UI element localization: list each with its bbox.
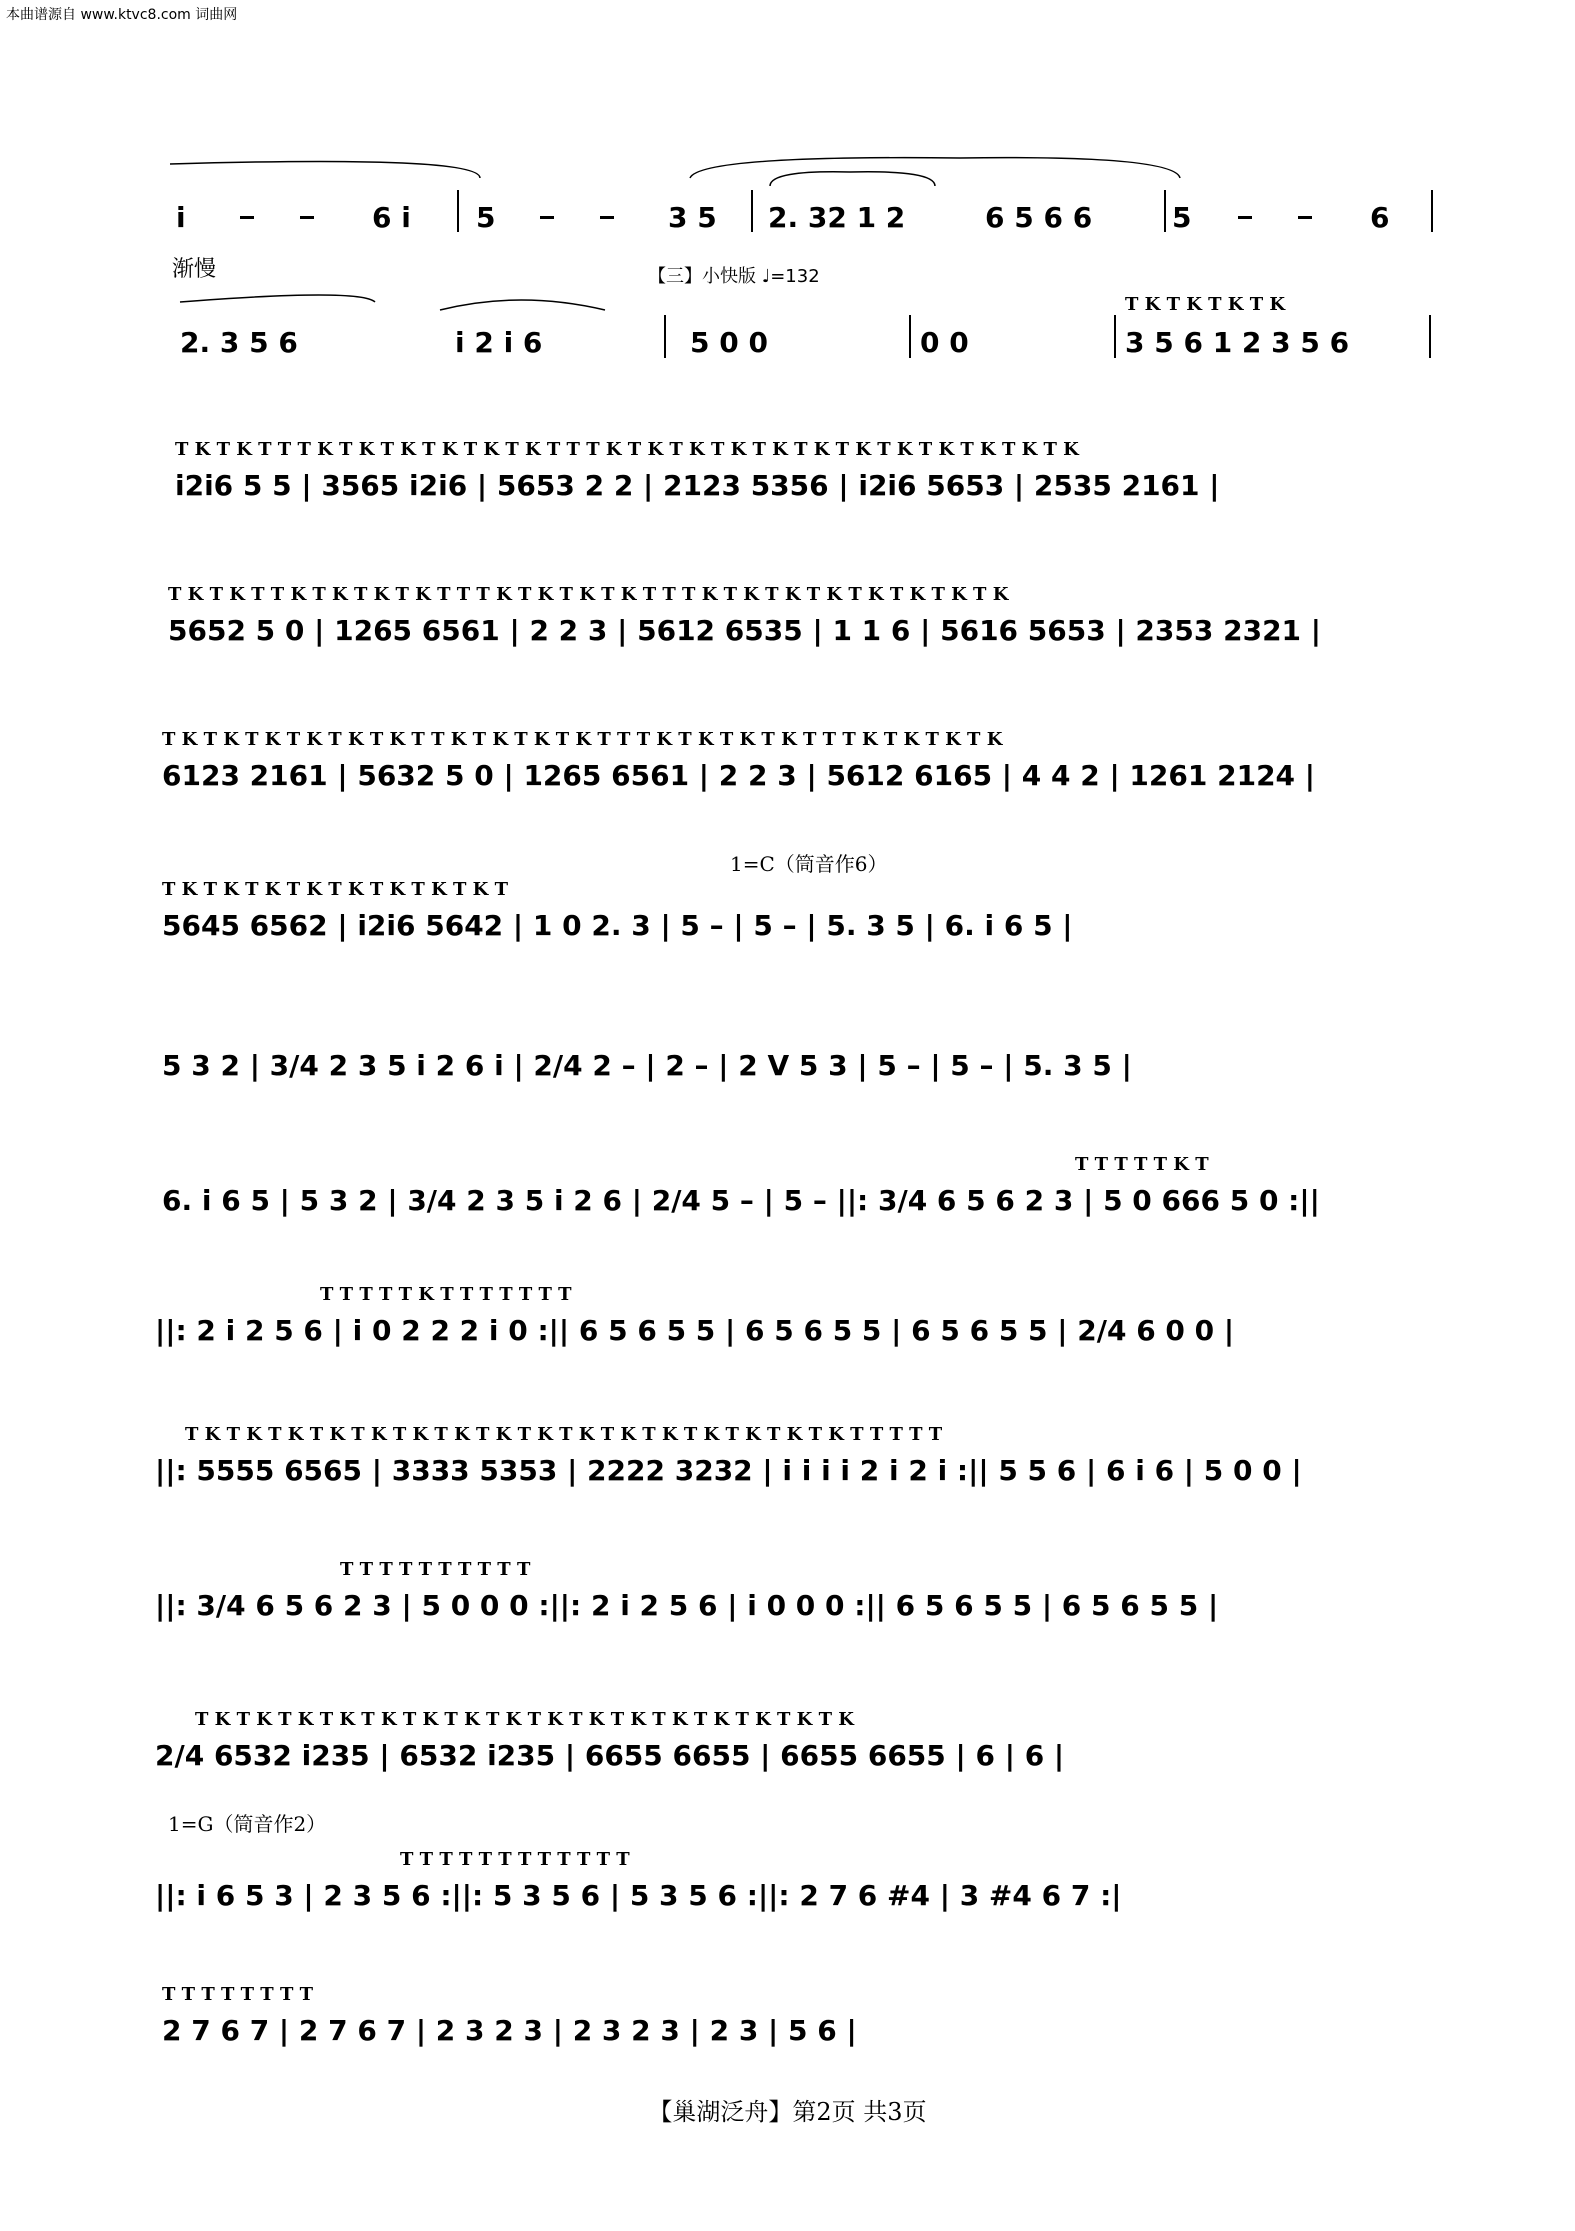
staff-line-11 xyxy=(0,1560,1575,1660)
staff-line-9-svg xyxy=(0,1285,1575,1385)
svg-text:T K T K T K T K T K T K T K: T K T K T K T K T K T K T K T K T K T K T K T K T K T K T K T K xyxy=(195,1709,854,1730)
slur xyxy=(170,161,480,178)
key-change-2: 1=G（筒音作2） xyxy=(168,1812,327,1836)
staff-line-3-svg xyxy=(0,440,1575,540)
staff-line-14 xyxy=(0,1985,1575,2085)
svg-text:2. 32 1 2: 2. 32 1 2 xyxy=(768,201,906,234)
svg-text:3 5 6 1 2 3 5 6: 3 5 6 1 2 3 5 6 xyxy=(1125,326,1350,359)
staff-line-4-svg xyxy=(0,585,1575,685)
svg-text:||: 5555 6565 | 3333 5353 |: ||: 5555 6565 | 3333 5353 | 2222 3232 | i i i i 2 i 2 i :|| 5 5 6 | 6 i 6 | 5 0 0 | xyxy=(155,1454,1302,1487)
staff-line-11-svg xyxy=(0,1560,1575,1660)
svg-text:5: 5 xyxy=(476,201,496,234)
svg-text:2/4 6532 i235 | 6532 i235 |: 2/4 6532 i235 | 6532 i235 | 6655 6655 | 6655 6655 | 6 | 6 | xyxy=(155,1739,1065,1772)
staff-line-10 xyxy=(0,1425,1575,1525)
staff-line-8 xyxy=(0,1155,1575,1255)
svg-text:T K T K T K T K: T K T K T K T K xyxy=(1125,294,1286,315)
svg-text:6: 6 xyxy=(1370,201,1390,234)
section-marking: 【三】小快版 ♩=132 xyxy=(648,266,820,287)
svg-text:T T T T T K T: T T T T T K T xyxy=(1075,1154,1209,1175)
key-change-1: 1=C（筒音作6） xyxy=(730,852,888,876)
staff-line-1-svg xyxy=(0,150,1575,240)
svg-text:||: 3/4 6 5 6 2 3 | 5 0 0: ||: 3/4 6 5 6 2 3 | 5 0 0 0 :||: 2 i 2 5 6 | i 0 0 0 :|| 6 5 6 5 5 | 6 5 6 5 5 | xyxy=(155,1589,1219,1622)
staff-line-6-svg xyxy=(0,880,1575,980)
staff-line-13-svg xyxy=(0,1850,1575,1950)
staff-line-5 xyxy=(0,730,1575,830)
staff-line-12-svg xyxy=(0,1710,1575,1810)
svg-text:5: 5 xyxy=(1172,201,1192,234)
source-header: 本曲谱源自 www.ktvc8.com 词曲网 xyxy=(6,7,238,23)
svg-text:5645 6562 | i2i6 5642 | 1 0: 5645 6562 | i2i6 5642 | 1 0 2. 3 | 5 – | 5 – | 5. 3 5 | 6. i 6 5 | xyxy=(162,909,1073,942)
svg-text:2 7 6 7 | 2 7 6 7 | 2 3 2 3: 2 7 6 7 | 2 7 6 7 | 2 3 2 3 | 2 3 2 3 | 2 3 | 5 6 | xyxy=(162,2014,857,2047)
staff-line-12 xyxy=(0,1710,1575,1810)
svg-text:6 5 6 6: 6 5 6 6 xyxy=(985,201,1093,234)
svg-text:6 i: 6 i xyxy=(372,201,411,234)
svg-text:5 3 2 | 3/4 2 3 5 i 2 6 i |: 5 3 2 | 3/4 2 3 5 i 2 6 i | 2/4 2 – | 2 – | 2 V 5 3 | 5 – | 5 – | 5. 3 5 | xyxy=(162,1049,1132,1082)
svg-text:i 2 i 6: i 2 i 6 xyxy=(455,326,543,359)
svg-text:T K T K T T K T K T K T K: T K T K T T K T K T K T K T T T K T K T K T K T T T K T K T K T K T K T K T K T K xyxy=(168,584,1009,605)
staff-line-1 xyxy=(0,150,1575,240)
svg-text:T T T T T T: T T T T T T T T T T xyxy=(340,1559,531,1580)
svg-text:6123 2161 | 5632 5 0 | 1265: 6123 2161 | 5632 5 0 | 1265 6561 | 2 2 3 | 5612 6165 | 4 4 2 | 1261 2124 | xyxy=(162,759,1316,792)
svg-text:T T T T T T T: T T T T T T T T T T T T xyxy=(400,1849,630,1870)
svg-text:2. 3 5 6: 2. 3 5 6 xyxy=(180,326,298,359)
svg-text:T K T K T K T K T K T K T: T K T K T K T K T K T K T T K T K T K T K T T T K T K T K T K T T T K T K T K T K xyxy=(162,729,1003,750)
staff-line-13 xyxy=(0,1850,1575,1950)
staff-line-14-svg xyxy=(0,1985,1575,2085)
slur xyxy=(690,158,1180,178)
svg-text:||: i 6 5 3 | 2 3 5 6 :||: 5: ||: i 6 5 3 | 2 3 5 6 :||: 5 3 5 6 | 5 3 5 6 :||: 2 7 6 #4 | 3 #4 6 7 :| xyxy=(155,1879,1122,1912)
staff-line-6 xyxy=(0,880,1575,980)
staff-line-10-svg xyxy=(0,1425,1575,1525)
svg-text:T K T K T T T K T K T K T: T K T K T T T K T K T K T K T K T K T T T K T K T K T K T K T K T K T K T K T K T K T K xyxy=(175,439,1079,460)
svg-text:3 5: 3 5 xyxy=(668,201,717,234)
svg-text:||: 2 i 2 5 6 | i 0 2 2 2: ||: 2 i 2 5 6 | i 0 2 2 2 i 0 :|| 6 5 6 5 5 | 6 5 6 5 5 | 6 5 6 5 5 | 2/4 6 0 0 | xyxy=(155,1314,1235,1347)
staff-line-7 xyxy=(0,1020,1575,1120)
staff-line-7-svg xyxy=(0,1020,1575,1120)
svg-text:T K T K T K T K T K T K T K: T K T K T K T K T K T K T K T K T xyxy=(162,879,508,900)
staff-line-2-svg xyxy=(0,280,1575,380)
svg-text:0 0: 0 0 xyxy=(920,326,969,359)
svg-text:i2i6 5 5 | 3565 i2i6 | 5653: i2i6 5 5 | 3565 i2i6 | 5653 2 2 | 2123 5356 | i2i6 5653 | 2535 2161 | xyxy=(175,469,1220,502)
svg-text:i: i xyxy=(176,201,186,234)
staff-line-4 xyxy=(0,585,1575,685)
tempo-marking-jianman: 渐慢 xyxy=(172,257,217,282)
page-footer: 【巢湖泛舟】第2页 共3页 xyxy=(648,2098,927,2126)
svg-text:6. i 6 5 | 5 3 2 | 3/4 2 3 5: 6. i 6 5 | 5 3 2 | 3/4 2 3 5 i 2 6 | 2/4 5 – | 5 – ||: 3/4 6 5 6 2 3 | 5 0 666 5 0 :|| xyxy=(162,1184,1320,1217)
staff-line-8-svg xyxy=(0,1155,1575,1255)
svg-text:T K T K T K T K T K T K T K: T K T K T K T K T K T K T K T K T K T K T K T K T K T K T K T K T T T T T xyxy=(185,1424,943,1445)
staff-line-5-svg xyxy=(0,730,1575,830)
svg-text:5652 5 0 | 1265 6561 | 2 2: 5652 5 0 | 1265 6561 | 2 2 3 | 5612 6535 | 1 1 6 | 5616 5653 | 2353 2321 | xyxy=(168,614,1322,647)
slur xyxy=(770,172,935,186)
staff-line-3 xyxy=(0,440,1575,540)
svg-text:T T T T T K T: T T T T T K T T T T T T T xyxy=(320,1284,572,1305)
staff-line-9 xyxy=(0,1285,1575,1385)
staff-line-2 xyxy=(0,280,1575,380)
svg-text:5 0 0: 5 0 0 xyxy=(690,326,768,359)
svg-text:T T T T T: T T T T T T T T xyxy=(162,1984,314,2005)
